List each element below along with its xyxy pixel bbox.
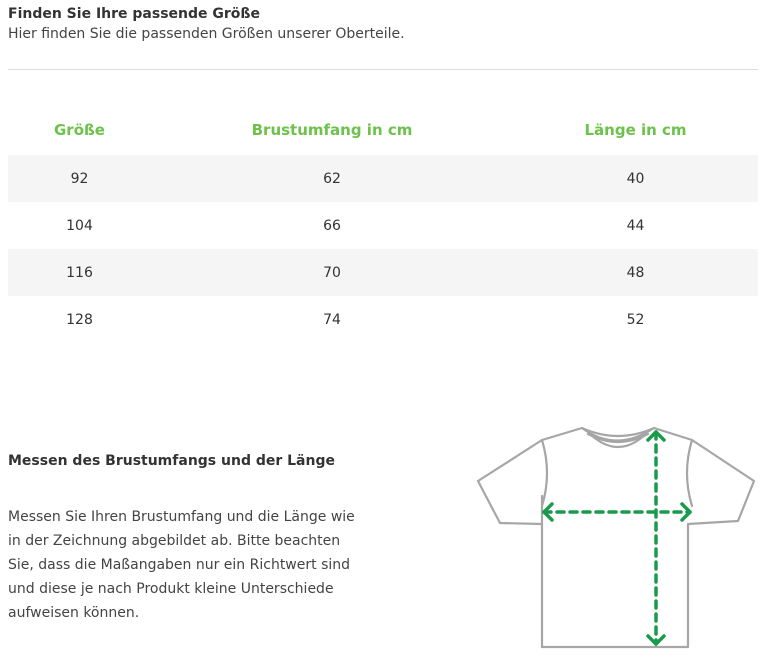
size-table bbox=[8, 104, 758, 343]
cell-chest: 74 bbox=[323, 311, 341, 328]
table-row bbox=[8, 296, 758, 343]
measure-title: Messen des Brustumfangs und der Länge bbox=[8, 453, 335, 469]
cell-size: 128 bbox=[66, 311, 93, 328]
cell-size: 104 bbox=[66, 217, 93, 234]
table-row bbox=[8, 155, 758, 202]
table-row bbox=[8, 249, 758, 296]
size-guide-header bbox=[8, 4, 405, 44]
table-row bbox=[8, 202, 758, 249]
cell-chest: 66 bbox=[323, 217, 341, 234]
page-subtitle: Hier finden Sie die passenden Größen unserer Oberteile. bbox=[8, 26, 405, 42]
cell-length: 40 bbox=[513, 155, 758, 202]
page-title: Finden Sie Ihre passende Größe bbox=[8, 6, 260, 22]
cell-length: 48 bbox=[513, 249, 758, 296]
divider bbox=[8, 69, 758, 70]
column-header-length: Länge in cm bbox=[584, 120, 687, 139]
measure-instructions: Messen Sie Ihren Brustumfang und die Länge wie in der Zeichnung abgebildet ab. Bitte beachten Sie, dass die Maßangaben nur ein Richtwert sind und diese je nach Produkt kleine Unterschiede aufweisen können. bbox=[8, 509, 355, 621]
measure-arrows bbox=[544, 432, 690, 644]
tshirt-measure-icon bbox=[470, 418, 762, 658]
cell-size: 92 bbox=[8, 155, 151, 202]
column-header-size: Größe bbox=[54, 120, 105, 139]
cell-length: 44 bbox=[626, 217, 645, 234]
tshirt-outline bbox=[478, 428, 754, 647]
cell-chest: 70 bbox=[151, 249, 513, 296]
cell-chest: 62 bbox=[151, 155, 513, 202]
column-header-chest: Brustumfang in cm bbox=[251, 120, 413, 139]
cell-length: 52 bbox=[626, 311, 645, 328]
cell-size: 116 bbox=[8, 249, 151, 296]
table-header-row bbox=[8, 104, 758, 155]
